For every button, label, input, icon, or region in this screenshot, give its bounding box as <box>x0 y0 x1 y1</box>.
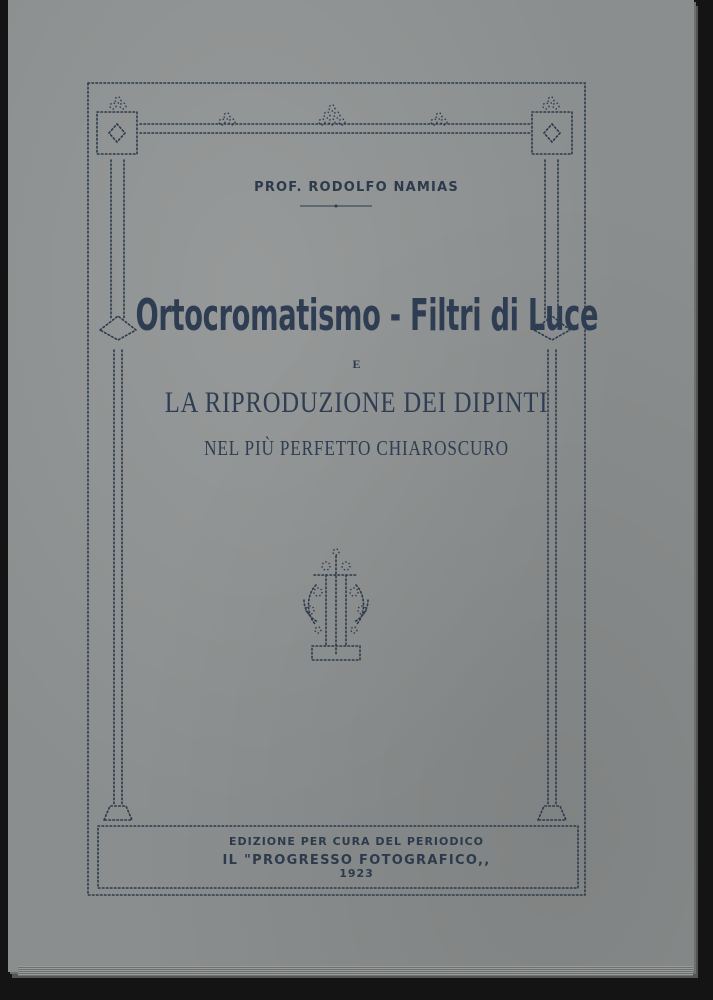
subtitle-line-2: NEL PIÙ PERFETTO CHIAROSCURO <box>204 436 509 460</box>
book-title: Ortocromatismo - Filtri di Luce <box>135 290 599 341</box>
publisher-line-1: EDIZIONE PER CURA DEL PERIODICO <box>228 835 485 848</box>
title-conjunction: E <box>352 357 361 371</box>
author-name: PROF. RODOLFO NAMIAS <box>254 180 459 195</box>
publisher-line-2: IL "PROGRESSO FOTOGRAFICO,, <box>222 853 491 868</box>
subtitle-line-1: LA RIPRODUZIONE DEI DIPINTI <box>164 386 549 419</box>
publication-year: 1923 <box>339 867 374 880</box>
